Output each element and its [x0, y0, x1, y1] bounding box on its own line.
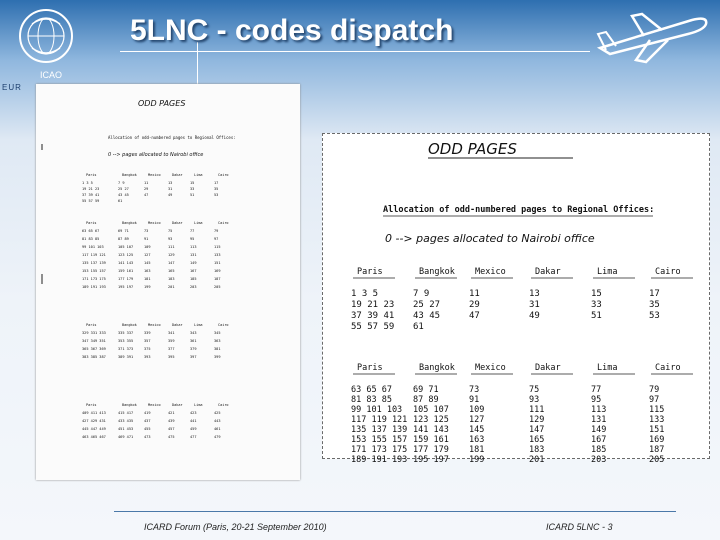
thumb-cell: 109 [144, 245, 151, 249]
cell-value: 167 [591, 435, 607, 445]
thumb-cell: 51 [190, 193, 195, 197]
page-title: 5LNC - codes dispatch [130, 14, 454, 47]
cell-value: 195 197 [413, 455, 449, 465]
cell-value: 111 [529, 405, 545, 415]
cell-value: 149 [591, 425, 607, 435]
office-header-paris: Paris [357, 363, 383, 373]
cell-value: 169 [649, 435, 665, 445]
thumb-cell: 69 71 [118, 229, 129, 233]
thumbnail-content [36, 84, 300, 480]
cell-value: 87 89 [413, 395, 439, 405]
thumb-cell: 159 161 [118, 269, 134, 273]
cell-value: 199 [469, 455, 485, 465]
thumb-office: Lima [194, 173, 203, 177]
thumb-cell: 99 101 103 [82, 245, 104, 249]
thumb-heading: ODD PAGES [138, 99, 186, 108]
thumb-cell: 95 [190, 237, 195, 241]
thumb-cell: 183 [168, 277, 175, 281]
thumb-cell: 443 [214, 419, 221, 423]
cell-value: 19 21 23 [351, 300, 395, 310]
thumb-cell: 123 125 [118, 253, 134, 257]
thumb-cell: 395 [168, 355, 175, 359]
thumb-cell: 153 155 157 [82, 269, 106, 273]
thumb-cell: 117 119 121 [82, 253, 106, 257]
cell-value: 141 143 [413, 425, 449, 435]
office-header-paris: Paris [357, 267, 383, 277]
org-name: ICAO [40, 70, 63, 80]
thumb-cell: 441 [190, 419, 197, 423]
footer-event: ICARD Forum (Paris, 20-21 September 2010) [144, 522, 327, 532]
thumb-cell: 381 [214, 347, 221, 351]
thumb-office: Dakar [172, 173, 183, 177]
thumb-cell: 127 [144, 253, 151, 257]
cell-value: 81 83 85 [351, 395, 392, 405]
thumb-office: Mexico [148, 173, 161, 177]
cell-value: 151 [649, 425, 665, 435]
thumb-office: Bangkok [122, 323, 137, 327]
thumb-cell: 445 447 449 [82, 427, 106, 431]
cell-value: 115 [649, 405, 665, 415]
cell-value: 181 [469, 445, 485, 455]
cell-value: 75 [529, 385, 540, 395]
cell-value: 35 [649, 300, 660, 310]
thumb-cell: 393 [144, 355, 151, 359]
thumb-office: Lima [194, 323, 203, 327]
thumb-office: Bangkok [122, 403, 137, 407]
thumb-cell: 461 [214, 427, 221, 431]
thumb-cell: 187 [214, 277, 221, 281]
thumb-cell: 7 9 [118, 181, 125, 185]
cell-value: 153 155 157 [351, 435, 408, 445]
thumb-cell: 33 [190, 187, 195, 191]
thumb-cell: 171 173 175 [82, 277, 106, 281]
thumb-cell: 425 [214, 411, 221, 415]
thumb-cell: 55 57 59 [82, 199, 100, 203]
thumb-cell: 43 45 [118, 193, 129, 197]
cell-value: 163 [469, 435, 485, 445]
thumb-cell: 347 349 351 [82, 339, 106, 343]
thumb-cell: 135 137 139 [82, 261, 106, 265]
thumb-cell: 427 429 431 [82, 419, 106, 423]
thumb-cell: 437 [144, 419, 151, 423]
office-header-lima: Lima [597, 267, 618, 277]
thumb-cell: 203 [190, 285, 197, 289]
footer-divider [114, 511, 676, 512]
thumb-cell: 87 89 [118, 237, 129, 241]
thumb-office: Dakar [172, 323, 183, 327]
cell-value: 31 [529, 300, 540, 310]
cell-value: 165 [529, 435, 545, 445]
thumb-office: Cairo [218, 173, 229, 177]
thumb-cell: 129 [168, 253, 175, 257]
cell-value: 135 137 139 [351, 425, 408, 435]
thumb-cell: 363 [214, 339, 221, 343]
thumb-cell: 133 [214, 253, 221, 257]
thumb-cell: 371 373 [118, 347, 134, 351]
cell-value: 205 [649, 455, 665, 465]
cell-value: 131 [591, 415, 607, 425]
cell-value: 177 179 [413, 445, 449, 455]
cell-value: 189 191 193 [351, 455, 408, 465]
cell-value: 113 [591, 405, 607, 415]
cell-value: 47 [469, 311, 480, 321]
thumb-cell: 433 435 [118, 419, 134, 423]
thumb-cell: 151 [214, 261, 221, 265]
office-header-dakar: Dakar [535, 267, 561, 277]
cell-value: 63 65 67 [351, 385, 392, 395]
allocation-title: Allocation of odd-numbered pages to Regional Offices: [383, 205, 655, 215]
thumb-office: Bangkok [122, 221, 137, 225]
cell-value: 187 [649, 445, 665, 455]
cell-value: 51 [591, 311, 602, 321]
thumb-office: Lima [194, 221, 203, 225]
thumb-cell: 11 [144, 181, 149, 185]
cell-value: 97 [649, 395, 660, 405]
thumb-cell: 383 385 387 [82, 355, 106, 359]
cell-value: 93 [529, 395, 540, 405]
cell-value: 145 [469, 425, 485, 435]
thumb-cell: 201 [168, 285, 175, 289]
thumb-cell: 141 143 [118, 261, 134, 265]
office-header-mexico: Mexico [475, 363, 506, 373]
thumb-cell: 145 [144, 261, 151, 265]
thumb-cell: 409 411 413 [82, 411, 106, 415]
thumb-cell: 469 471 [118, 435, 134, 439]
office-header-cairo: Cairo [655, 363, 681, 373]
cell-value: 201 [529, 455, 545, 465]
scanned-page-thumbnail [36, 84, 300, 480]
odd-pages-heading: ODD PAGES [428, 140, 517, 158]
thumb-cell: 459 [190, 427, 197, 431]
thumb-cell: 365 367 369 [82, 347, 106, 351]
cell-value: 79 [649, 385, 660, 395]
thumb-cell: 455 [144, 427, 151, 431]
office-header-dakar: Dakar [535, 363, 561, 373]
cell-value: 13 [529, 289, 540, 299]
thumb-cell: 81 83 85 [82, 237, 100, 241]
cell-value: 117 119 121 [351, 415, 408, 425]
thumb-cell: 79 [214, 229, 219, 233]
thumb-cell: 421 [168, 411, 175, 415]
thumb-office: Mexico [148, 221, 161, 225]
thumb-office: Cairo [218, 221, 229, 225]
thumb-cell: 357 [144, 339, 151, 343]
thumb-cell: 475 [168, 435, 175, 439]
cell-value: 127 [469, 415, 485, 425]
thumb-cell: 91 [144, 237, 149, 241]
thumb-cell: 473 [144, 435, 151, 439]
thumb-cell: 479 [214, 435, 221, 439]
cell-value: 95 [591, 395, 602, 405]
thumb-office: Mexico [148, 323, 161, 327]
thumb-cell: 423 [190, 411, 197, 415]
thumb-cell: 463 465 467 [82, 435, 106, 439]
cell-value: 185 [591, 445, 607, 455]
thumb-cell: 189 191 193 [82, 285, 106, 289]
thumb-cell: 37 39 41 [82, 193, 100, 197]
thumb-cell: 1 3 5 [82, 181, 93, 185]
cell-value: 91 [469, 395, 480, 405]
thumb-cell: 399 [214, 355, 221, 359]
thumb-cell: 341 [168, 331, 175, 335]
thumb-cell: 195 197 [118, 285, 134, 289]
footer-page-ref: ICARD 5LNC - 3 [546, 522, 613, 532]
office-header-bangkok: Bangkok [419, 267, 455, 277]
cell-value: 129 [529, 415, 545, 425]
cell-value: 133 [649, 415, 665, 425]
cell-value: 183 [529, 445, 545, 455]
cell-value: 69 71 [413, 385, 439, 395]
thumb-cell: 61 [118, 199, 123, 203]
thumb-cell: 25 27 [118, 187, 129, 191]
thumb-cell: 113 [190, 245, 197, 249]
scanned-page-detail [322, 133, 710, 465]
thumb-office: Mexico [148, 403, 161, 407]
thumb-cell: 199 [144, 285, 151, 289]
cell-value: 55 57 59 [351, 322, 395, 332]
thumb-cell: 111 [168, 245, 175, 249]
cell-value: 109 [469, 405, 485, 415]
thumb-cell: 359 [168, 339, 175, 343]
icao-emblem-icon [18, 8, 74, 64]
detail-content [323, 134, 709, 465]
thumb-cell: 19 21 23 [82, 187, 100, 191]
office-header-bangkok: Bangkok [419, 363, 455, 373]
thumb-cell: 73 [144, 229, 149, 233]
thumb-cell: 397 [190, 355, 197, 359]
cell-value: 99 101 103 [351, 405, 403, 415]
cell-value: 33 [591, 300, 602, 310]
cell-value: 53 [649, 311, 660, 321]
thumb-office: Dakar [172, 221, 183, 225]
thumb-cell: 339 [144, 331, 151, 335]
thumb-cell: 131 [190, 253, 197, 257]
thumb-cell: 35 [214, 187, 219, 191]
thumb-cell: 379 [190, 347, 197, 351]
cell-value: 159 161 [413, 435, 449, 445]
thumb-cell: 389 391 [118, 355, 134, 359]
header-divider [197, 42, 198, 86]
cell-value: 147 [529, 425, 545, 435]
thumb-cell: 439 [168, 419, 175, 423]
cell-value: 77 [591, 385, 602, 395]
cell-value: 61 [413, 322, 424, 332]
thumb-office: Lima [194, 403, 203, 407]
cell-value: 49 [529, 311, 540, 321]
handwritten-note: 0 --> pages allocated to Nairobi office [385, 232, 595, 245]
thumb-allocation-title: Allocation of odd-numbered pages to Regional Offices: [108, 135, 236, 140]
thumb-cell: 377 [168, 347, 175, 351]
thumb-cell: 361 [190, 339, 197, 343]
cell-value: 17 [649, 289, 660, 299]
cell-value: 105 107 [413, 405, 449, 415]
thumb-office: Paris [86, 173, 97, 177]
thumb-cell: 15 [190, 181, 195, 185]
thumb-office: Cairo [218, 403, 229, 407]
thumb-office: Dakar [172, 403, 183, 407]
airplane-icon [592, 8, 712, 70]
thumb-office: Cairo [218, 323, 229, 327]
cell-value: 11 [469, 289, 480, 299]
cell-value: 1 3 5 [351, 289, 379, 299]
cell-value: 15 [591, 289, 602, 299]
thumb-cell: 115 [214, 245, 221, 249]
office-header-lima: Lima [597, 363, 618, 373]
thumb-cell: 457 [168, 427, 175, 431]
thumb-cell: 343 [190, 331, 197, 335]
thumb-cell: 97 [214, 237, 219, 241]
thumb-cell: 353 355 [118, 339, 134, 343]
thumb-cell: 49 [168, 193, 173, 197]
thumb-cell: 181 [144, 277, 151, 281]
thumb-cell: 53 [214, 193, 219, 197]
thumb-office: Paris [86, 323, 97, 327]
thumb-cell: 163 [144, 269, 151, 273]
thumb-cell: 93 [168, 237, 173, 241]
cell-value: 7 9 [413, 289, 430, 299]
thumb-cell: 13 [168, 181, 173, 185]
cell-value: 37 39 41 [351, 311, 395, 321]
thumb-cell: 451 453 [118, 427, 134, 431]
region-label: EUR [2, 83, 22, 92]
thumb-cell: 77 [190, 229, 195, 233]
thumb-cell: 147 [168, 261, 175, 265]
thumb-cell: 47 [144, 193, 149, 197]
thumb-cell: 477 [190, 435, 197, 439]
thumb-cell: 63 65 67 [82, 229, 100, 233]
thumb-cell: 185 [190, 277, 197, 281]
thumb-note: 0 --> pages allocated to Nairobi office [108, 152, 204, 158]
thumb-cell: 29 [144, 187, 149, 191]
thumb-cell: 419 [144, 411, 151, 415]
title-underline [120, 51, 590, 52]
thumb-office: Bangkok [122, 173, 137, 177]
thumb-office: Paris [86, 403, 97, 407]
thumb-office: Paris [86, 221, 97, 225]
cell-value: 203 [591, 455, 607, 465]
thumb-cell: 31 [168, 187, 173, 191]
office-header-cairo: Cairo [655, 267, 681, 277]
thumb-cell: 167 [190, 269, 197, 273]
thumb-cell: 345 [214, 331, 221, 335]
cell-value: 25 27 [413, 300, 441, 310]
thumb-cell: 169 [214, 269, 221, 273]
thumb-cell: 75 [168, 229, 173, 233]
cell-value: 171 173 175 [351, 445, 408, 455]
thumb-cell: 105 107 [118, 245, 134, 249]
thumb-cell: 335 337 [118, 331, 134, 335]
thumb-cell: 375 [144, 347, 151, 351]
thumb-cell: 149 [190, 261, 197, 265]
office-header-mexico: Mexico [475, 267, 506, 277]
thumb-cell: 205 [214, 285, 221, 289]
thumb-cell: 177 179 [118, 277, 134, 281]
thumb-cell: 17 [214, 181, 219, 185]
thumb-cell: 165 [168, 269, 175, 273]
cell-value: 73 [469, 385, 480, 395]
thumb-cell: 415 417 [118, 411, 134, 415]
thumb-cell: 329 331 333 [82, 331, 106, 335]
cell-value: 43 45 [413, 311, 441, 321]
cell-value: 123 125 [413, 415, 449, 425]
cell-value: 29 [469, 300, 480, 310]
